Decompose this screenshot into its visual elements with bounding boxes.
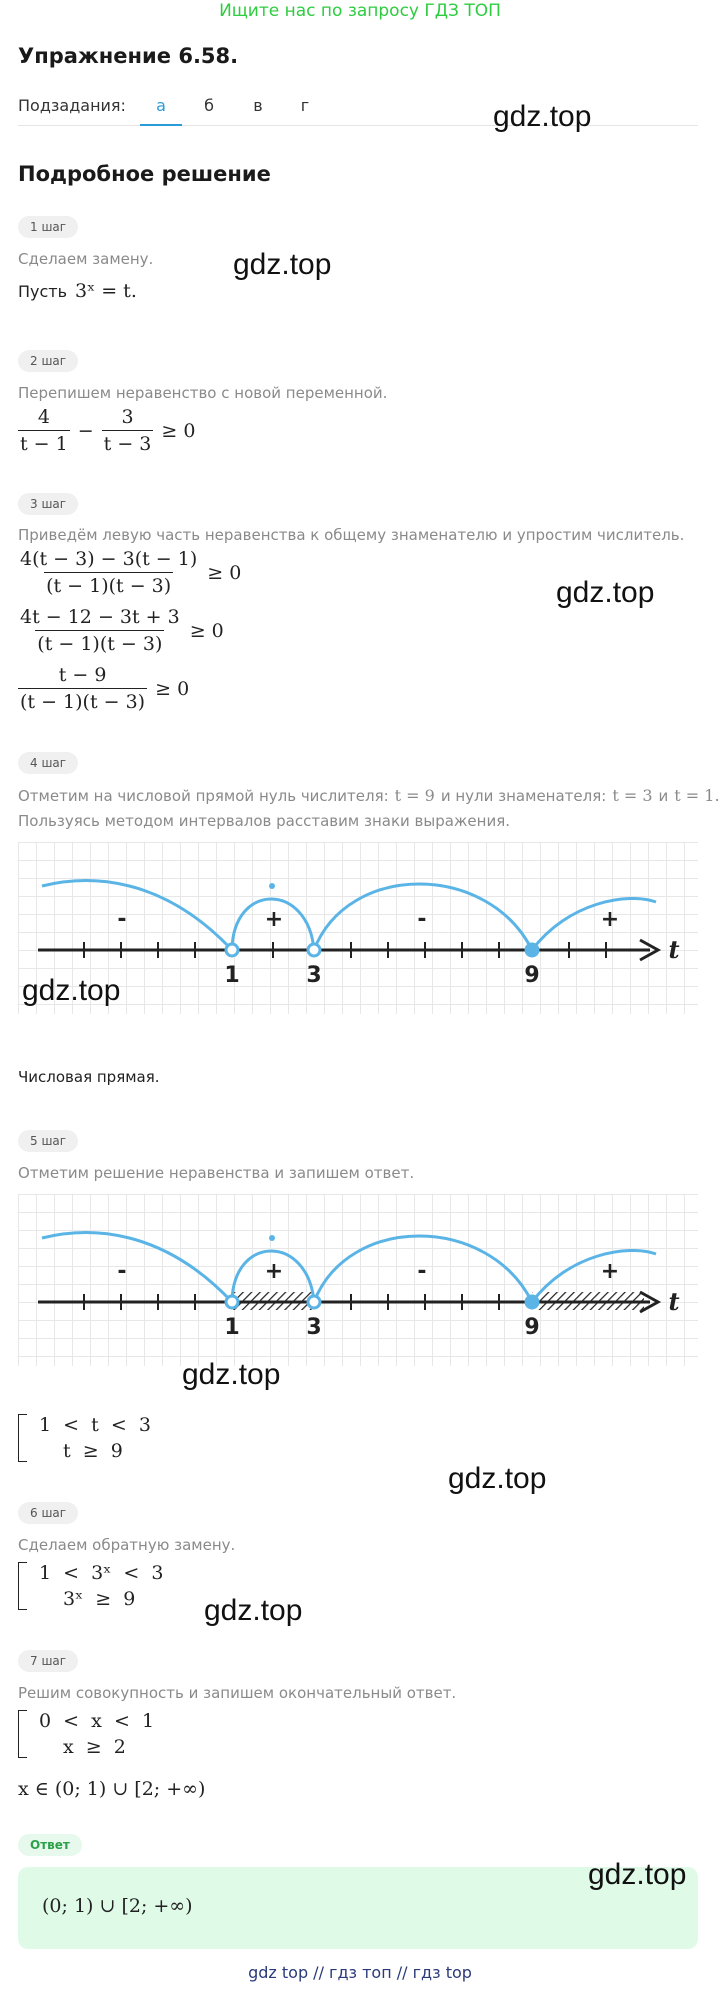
numerator: 3: [121, 406, 134, 428]
step-badge-1: 1 шаг: [18, 216, 78, 238]
inequality-final-form: [18, 664, 189, 713]
system-t: [18, 1414, 151, 1462]
denominator: t − 1: [18, 430, 70, 455]
sign-label: -: [117, 907, 127, 932]
bracket: [18, 1562, 27, 1610]
inequality-rhs: ≥ 0: [207, 561, 242, 584]
fraction: [18, 548, 199, 597]
tab-subtask-a[interactable]: а: [156, 96, 166, 115]
step-badge-5: 5 шаг: [18, 1130, 78, 1152]
inequality-simplified: [18, 606, 224, 655]
watermark: gdz.top: [588, 1858, 687, 1891]
denominator: t − 3: [102, 430, 154, 455]
note-text: и нули знаменателя:: [440, 786, 607, 805]
inequality-rhs: ≥ 0: [161, 419, 196, 442]
point-label: 3: [306, 963, 322, 988]
point-3: [308, 1296, 320, 1308]
sign-label: -: [417, 907, 427, 932]
step1-text: Пусть: [18, 281, 68, 301]
denominator: (t − 1)(t − 3): [44, 572, 173, 597]
point-3: [308, 944, 320, 956]
sign-arc-1: [42, 881, 232, 950]
inequality-new-variable: [18, 406, 195, 455]
point-1: [226, 1296, 238, 1308]
fraction: [18, 606, 182, 655]
step-badge-6: 6 шаг: [18, 1502, 78, 1524]
number-line-svg: [18, 1194, 698, 1366]
fraction-1: [18, 406, 70, 455]
watermark: gdz.top: [448, 1462, 547, 1495]
arc-top-dot: [269, 883, 275, 889]
watermark: gdz.top: [22, 974, 121, 1007]
substitution-formula: 3ˣ = t.: [75, 280, 137, 302]
step-badge-2: 2 шаг: [18, 350, 78, 372]
inequality-common-denominator: [18, 548, 241, 597]
system-line: 3ˣ ≥ 9: [63, 1588, 136, 1610]
step-note-7: Решим совокупность и запишем окончательный ответ.: [18, 1684, 457, 1702]
step-note-4b: Пользуясь методом интервалов расставим знаки выражения.: [18, 812, 511, 830]
watermark: gdz.top: [233, 248, 332, 281]
number-line-caption: Числовая прямая.: [18, 1068, 160, 1086]
denominator: (t − 1)(t − 3): [18, 688, 147, 713]
point-label: 9: [524, 1315, 540, 1340]
point-9: [526, 944, 538, 956]
step-badge-7: 7 шаг: [18, 1650, 78, 1672]
denominator-zero: t = 3: [612, 786, 653, 805]
number-line-diagram-solution: [18, 1194, 698, 1366]
tab-subtask-v[interactable]: в: [253, 96, 263, 115]
subtasks-label: Подзадания:: [18, 96, 126, 115]
active-tab-indicator: [140, 124, 182, 126]
numerator: 4(t − 3) − 3(t − 1): [20, 548, 198, 570]
step-badge-4: 4 шаг: [18, 752, 78, 774]
system-exponential: [18, 1562, 163, 1610]
point-label: 9: [524, 963, 540, 988]
watermark: gdz.top: [204, 1594, 303, 1627]
point-label: 1: [224, 1315, 240, 1340]
numerator: 4: [37, 406, 50, 428]
numerator: 4t − 12 − 3t + 3: [20, 606, 180, 628]
subtasks-divider: [18, 125, 698, 126]
tab-subtask-g[interactable]: г: [300, 96, 310, 115]
point-1: [226, 944, 238, 956]
inequality-rhs: ≥ 0: [155, 677, 190, 700]
minus-sign: −: [77, 419, 94, 442]
numerator: t − 9: [58, 664, 107, 686]
fraction: [18, 664, 147, 713]
step-badge-3: 3 шаг: [18, 493, 78, 515]
watermark: gdz.top: [493, 100, 592, 133]
note-text: и: [658, 786, 669, 805]
bracket: [18, 1414, 27, 1462]
section-title: Подробное решение: [18, 162, 271, 186]
step-note-6: Сделаем обратную замену.: [18, 1536, 236, 1554]
point-9: [526, 1296, 538, 1308]
tab-subtask-b[interactable]: б: [204, 96, 214, 115]
answer-value: (0; 1) ∪ [2; +∞): [42, 1895, 193, 1917]
sign-label: +: [600, 907, 620, 932]
sign-arc-1: [42, 1233, 232, 1302]
final-solution-set: x ∈ (0; 1) ∪ [2; +∞): [18, 1778, 206, 1800]
axis-variable: t: [668, 1287, 680, 1316]
inequality-rhs: ≥ 0: [189, 619, 224, 642]
step-note-1: Сделаем замену.: [18, 250, 154, 268]
page-title: Упражнение 6.58.: [18, 44, 239, 68]
arc-top-dot: [269, 1235, 275, 1241]
point-label: 3: [306, 1315, 322, 1340]
watermark: gdz.top: [182, 1358, 281, 1391]
note-text: Отметим на числовой прямой нуль числителя:: [18, 786, 389, 805]
step-note-2: Перепишем неравенство с новой переменной.: [18, 384, 388, 402]
system-line: 1 < 3ˣ < 3: [39, 1562, 164, 1584]
sign-arc-4: [532, 898, 656, 950]
answer-badge: Ответ: [18, 1834, 82, 1856]
sign-label: +: [264, 1259, 284, 1284]
fraction-2: [102, 406, 154, 455]
system-line: x ≥ 2: [63, 1736, 126, 1758]
axis-variable: t: [668, 935, 680, 964]
denominator: (t − 1)(t − 3): [35, 630, 164, 655]
denominator-zero: t = 1.: [674, 786, 720, 805]
watermark: gdz.top: [556, 576, 655, 609]
sign-label: +: [600, 1259, 620, 1284]
top-banner[interactable]: Ищите нас по запросу ГДЗ ТОП: [219, 1, 501, 21]
step-note-4: [18, 786, 720, 805]
sign-label: -: [417, 1259, 427, 1284]
numerator-zero: t = 9: [394, 786, 435, 805]
point-label: 1: [224, 963, 240, 988]
step1-substitution: [18, 280, 137, 302]
step-note-3: Приведём левую часть неравенства к общему знаменателю и упростим числитель.: [18, 526, 685, 544]
sign-label: +: [264, 907, 284, 932]
footer-links[interactable]: gdz top // гдз топ // гдз top: [248, 1963, 472, 1982]
system-line: 1 < t < 3: [39, 1414, 151, 1436]
sign-label: -: [117, 1259, 127, 1284]
system-line: t ≥ 9: [63, 1440, 123, 1462]
step-note-5: Отметим решение неравенства и запишем ответ.: [18, 1164, 415, 1182]
bracket: [18, 1710, 27, 1758]
system-line: 0 < x < 1: [39, 1710, 155, 1732]
system-x: [18, 1710, 154, 1758]
